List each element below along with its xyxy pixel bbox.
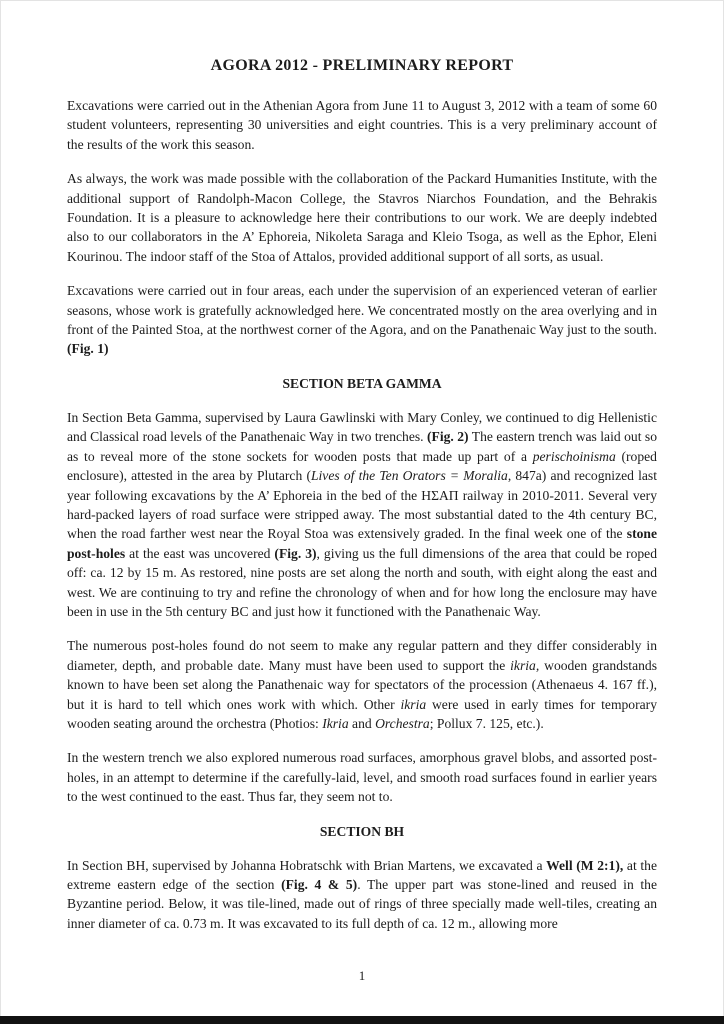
text-run: ; Pollux 7. 125, etc.). (429, 715, 544, 731)
bold-run: SECTION BETA GAMMA (282, 375, 442, 391)
page-footer (0, 968, 724, 984)
paragraph (67, 748, 657, 806)
text-run: Excavations were carried out in the Athenian Agora from June 11 to August 3, 2012 with a team of some 60 student volunteers, representing 30 universities and eight countries. This is a very preliminary account of the results of the work this season. (67, 98, 657, 152)
bold-run: (Fig. 1) (67, 341, 109, 357)
paragraph (67, 96, 657, 154)
italic-run: Ikria (322, 715, 349, 731)
text-run: In Section BH, supervised by Johanna Hobratschk with Brian Martens, we excavated a (67, 857, 547, 873)
text-run: As always, the work was made possible with the collaboration of the Packard Humanities Institute, with the additional support of Randolph-Macon College, the Stavros Niarchos Foundation, and the Behrakis Foundation. It is a pleasure to acknowledge here their contributions to our work. We are deeply indebted also to our collaborators in the A’ Ephoreia, Nikoleta Saraga and Kleio Tsoga, as well as the Ephor, Eleni Kourinou. The indoor staff of the Stoa of Attalos, provided additional support of all sorts, as usual. (67, 171, 657, 264)
report-title (67, 56, 657, 76)
bold-run: (Fig. 3) (274, 545, 317, 561)
text-run: , giving us the full dimensions of the area that could be roped off: ca. 12 by 15 m. As restored, nine posts are set along the north and south, with eight along the east and west. We are continuing to try and refine the chronology of when and for how long the enclosure may have been in use in the 5th century BC and just how it functioned with the Panathenaic Way. (67, 545, 657, 619)
text-run: Excavations were carried out in four areas, each under the supervision of an experienced veteran of earlier seasons, whose work is gratefully acknowledged here. We concentrated mostly on the area overlying and in front of the Painted Stoa, at the northwest corner of the Agora, and on the Panathenaic Way just to the south. (67, 283, 657, 338)
bold-run: Well (M 2:1), (546, 857, 624, 873)
text-run: at the extreme eastern edge of the section (67, 857, 657, 892)
section-heading (67, 822, 657, 841)
text-run: wooden grandstands known to have been set along the Panathenaic way for spectators of the procession (Athenaeus 4. 167 ff.), but it is hard to tell which ones work with which. Other (67, 657, 657, 712)
bold-run: AGORA 2012 - PRELIMINARY REPORT (210, 57, 514, 74)
paragraph (67, 636, 657, 733)
text-run: . The upper part was stone-lined and reused in the Byzantine period. Below, it was tile-lined, made out of rings of three specially made well-tiles, creating an inner diameter of ca. 0.73 m. It was excavated to its full depth of ca. 12 m., allowing more (67, 877, 657, 931)
page-bottom-edge (0, 1016, 724, 1024)
bold-run: (Fig. 4 & 5) (281, 877, 358, 892)
page-number: 1 (358, 968, 366, 983)
italic-run: ikria, (510, 657, 540, 673)
paragraph (67, 169, 657, 266)
text-run: (roped enclosure), attested in the area by Plutarch ( (67, 448, 657, 484)
text-run: at the east was uncovered (125, 545, 275, 561)
text-run: The eastern trench was laid out so as to reveal more of the stone sockets for wooden posts that made up part of a (67, 429, 658, 464)
paragraph (67, 856, 657, 934)
text-run: In Section Beta Gamma, supervised by Laura Gawlinski with Mary Conley, we continued to dig Hellenistic and Classical road levels of the Panathenaic Way in two trenches. (67, 409, 657, 445)
text-run: The numerous post-holes found do not seem to make any regular pattern and they differ considerably in diameter, depth, and probable date. Many must have been used to support the (67, 638, 657, 673)
bold-run: SECTION BH (319, 823, 405, 839)
italic-run: perischoinisma (532, 448, 616, 464)
italic-run: Orchestra (375, 715, 430, 731)
text-run: In the western trench we also explored numerous road surfaces, amorphous gravel blobs, and assorted post-holes, in an attempt to determine if the carefully-laid, level, and smooth road surfaces found in earlier years to the west continued to the east. Thus far, they seem not to. (67, 750, 657, 805)
paragraph (67, 281, 657, 359)
paragraph (67, 408, 657, 621)
text-run: , 847a) and recognized last year following excavations by the A’ Ephoreia in the bed of the ΗΣΑΠ railway in 2010-2011. Several very hard-packed layers of road surface were stripped away. The most substantial dated to the 4th century BC, when the road farther west near the Royal Stoa was extensively graded. In the final week one of the (67, 468, 657, 542)
bold-run: stone post-holes (67, 526, 657, 561)
text-run: were used in early times for temporary wooden seating around the orchestra (Photios: (67, 696, 657, 731)
section-heading (67, 374, 657, 393)
bold-run: (Fig. 2) (427, 429, 469, 445)
italic-run: ikria (400, 696, 427, 712)
text-run: and (348, 715, 376, 731)
italic-run: Lives of the Ten Orators = Moralia (310, 468, 508, 484)
